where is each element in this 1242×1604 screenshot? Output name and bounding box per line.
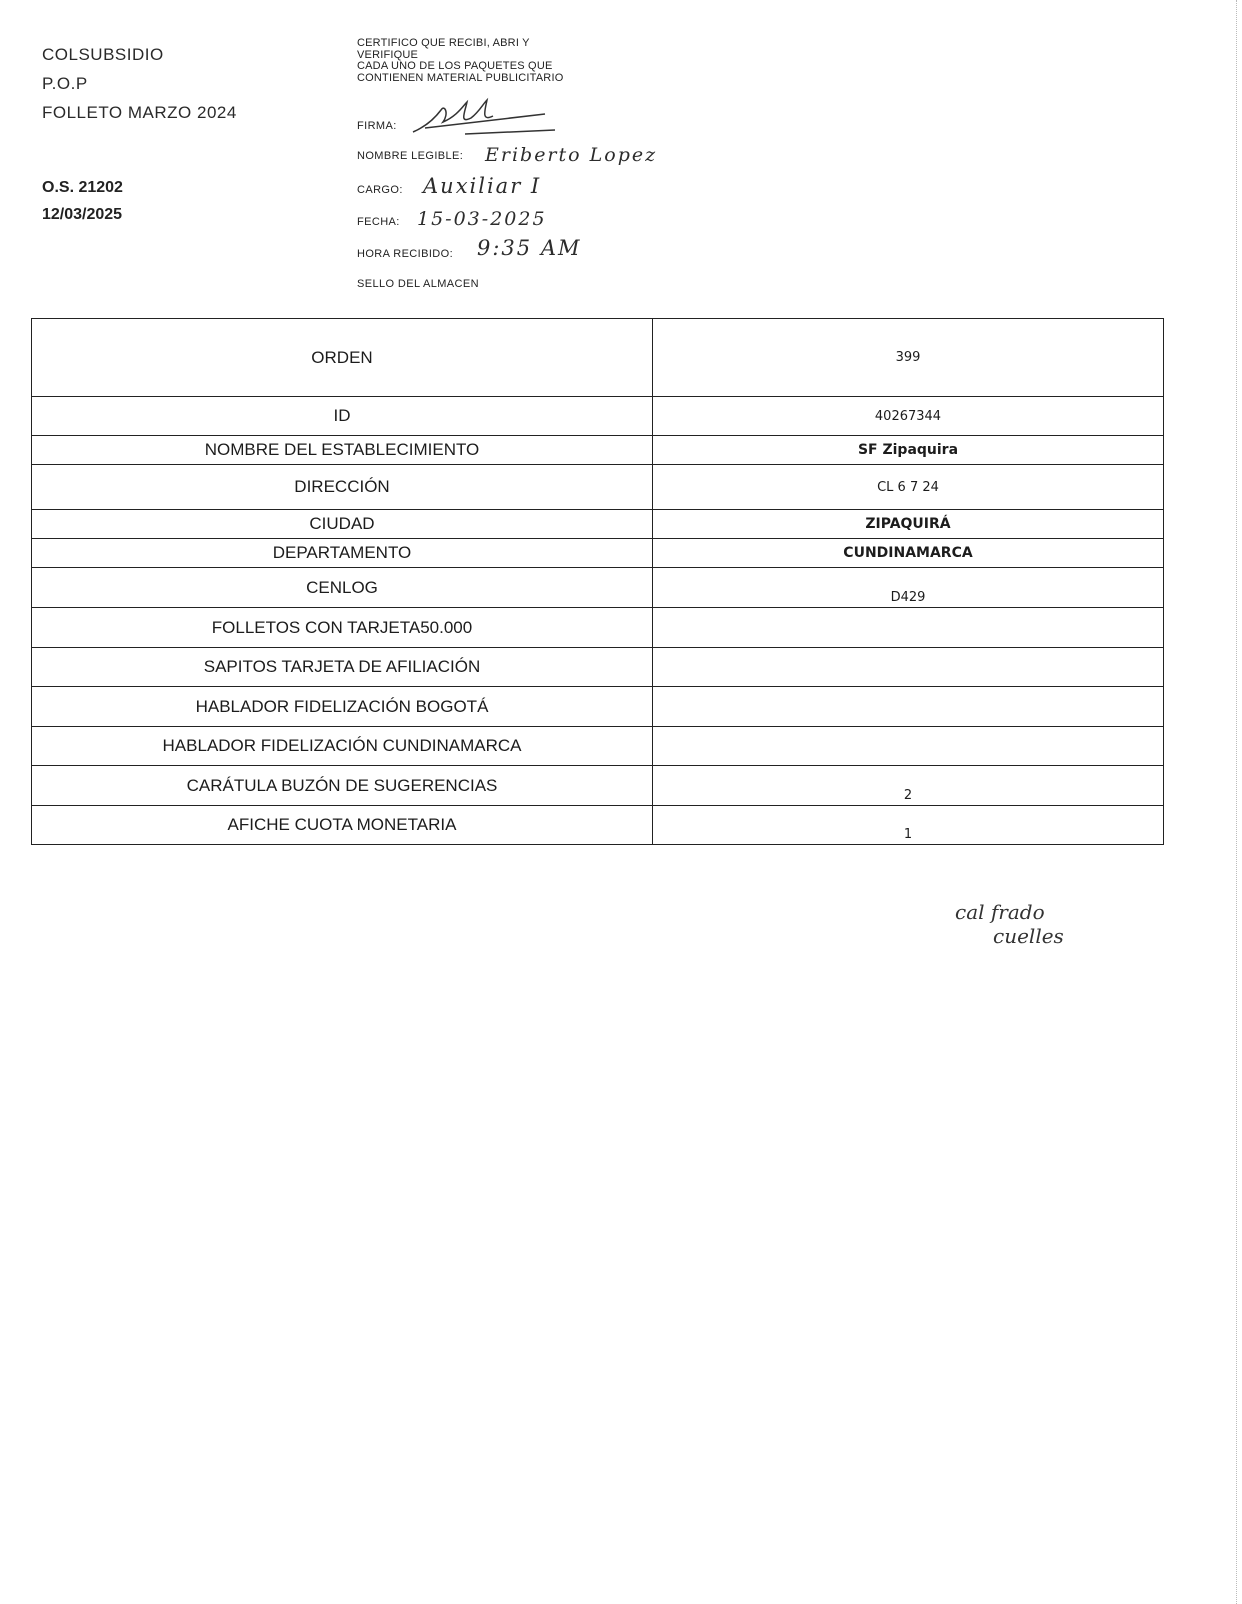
- table-row: [32, 687, 1164, 727]
- cert-line-1: CERTIFICO QUE RECIBI, ABRI Y: [357, 37, 530, 49]
- firma-label: FIRMA:: [357, 120, 397, 132]
- row-label: HABLADOR FIDELIZACIÓN CUNDINAMARCA: [32, 727, 653, 766]
- fecha-value: 15-03-2025: [417, 208, 547, 230]
- order-info: [42, 174, 123, 228]
- handwritten-note: [955, 900, 1064, 948]
- order-date: 12/03/2025: [42, 206, 123, 223]
- row-value: 399: [653, 319, 1164, 397]
- row-value: 40267344: [653, 397, 1164, 436]
- cargo-label: CARGO:: [357, 184, 403, 196]
- table-row: [32, 568, 1164, 608]
- cert-line-3: CADA UNO DE LOS PAQUETES QUE: [357, 60, 553, 72]
- row-value: [653, 608, 1164, 648]
- row-label: AFICHE CUOTA MONETARIA: [32, 806, 653, 845]
- note-line-1: cal frado: [955, 900, 1045, 924]
- document-type: P.O.P: [42, 74, 88, 93]
- row-value: ZIPAQUIRÁ: [653, 510, 1164, 539]
- table-row: [32, 766, 1164, 806]
- nombre-label: NOMBRE LEGIBLE:: [357, 150, 464, 162]
- order-number: O.S. 21202: [42, 179, 123, 196]
- row-value: 2: [653, 766, 1164, 806]
- table-row: [32, 806, 1164, 845]
- hora-value: 9:35 AM: [477, 236, 582, 260]
- row-label: CARÁTULA BUZÓN DE SUGERENCIAS: [32, 766, 653, 806]
- row-label: NOMBRE DEL ESTABLECIMIENTO: [32, 436, 653, 465]
- row-label: FOLLETOS CON TARJETA50.000: [32, 608, 653, 648]
- row-value: [653, 687, 1164, 727]
- nombre-value: Eriberto Lopez: [485, 144, 658, 166]
- delivery-table: [31, 318, 1164, 845]
- row-value: D429: [653, 568, 1164, 608]
- table-row: [32, 319, 1164, 397]
- note-line-2: cuelles: [993, 924, 1064, 948]
- table-row: [32, 510, 1164, 539]
- company-name: COLSUBSIDIO: [42, 45, 164, 64]
- sello-label: SELLO DEL ALMACEN: [357, 278, 479, 290]
- fecha-label: FECHA:: [357, 216, 400, 228]
- table-row: [32, 397, 1164, 436]
- row-label: ID: [32, 397, 653, 436]
- row-value: [653, 648, 1164, 687]
- table-row: [32, 608, 1164, 648]
- hora-label: HORA RECIBIDO:: [357, 248, 454, 260]
- cert-line-2: VERIFIQUE: [357, 48, 419, 61]
- row-value: CL 6 7 24: [653, 465, 1164, 510]
- row-label: SAPITOS TARJETA DE AFILIACIÓN: [32, 648, 653, 687]
- certificate-block: [357, 37, 687, 290]
- row-value: [653, 727, 1164, 766]
- table-row: [32, 436, 1164, 465]
- table-row: [32, 539, 1164, 568]
- cert-line-4: CONTIENEN MATERIAL PUBLICITARIO: [357, 71, 564, 84]
- campaign-name: FOLLETO MARZO 2024: [42, 103, 237, 122]
- header-left: [42, 40, 237, 127]
- row-value: SF Zipaquira: [653, 436, 1164, 465]
- table-row: [32, 727, 1164, 766]
- row-label: DIRECCIÓN: [32, 465, 653, 510]
- row-label: ORDEN: [32, 319, 653, 397]
- table-row: [32, 648, 1164, 687]
- table-row: [32, 465, 1164, 510]
- row-label: CENLOG: [32, 568, 653, 608]
- signature-icon: [405, 96, 565, 140]
- cargo-value: Auxiliar I: [423, 174, 542, 198]
- scan-edge: [1236, 0, 1238, 1604]
- row-label: CIUDAD: [32, 510, 653, 539]
- row-value: CUNDINAMARCA: [653, 539, 1164, 568]
- row-label: DEPARTAMENTO: [32, 539, 653, 568]
- row-value: 1: [653, 806, 1164, 845]
- row-label: HABLADOR FIDELIZACIÓN BOGOTÁ: [32, 687, 653, 727]
